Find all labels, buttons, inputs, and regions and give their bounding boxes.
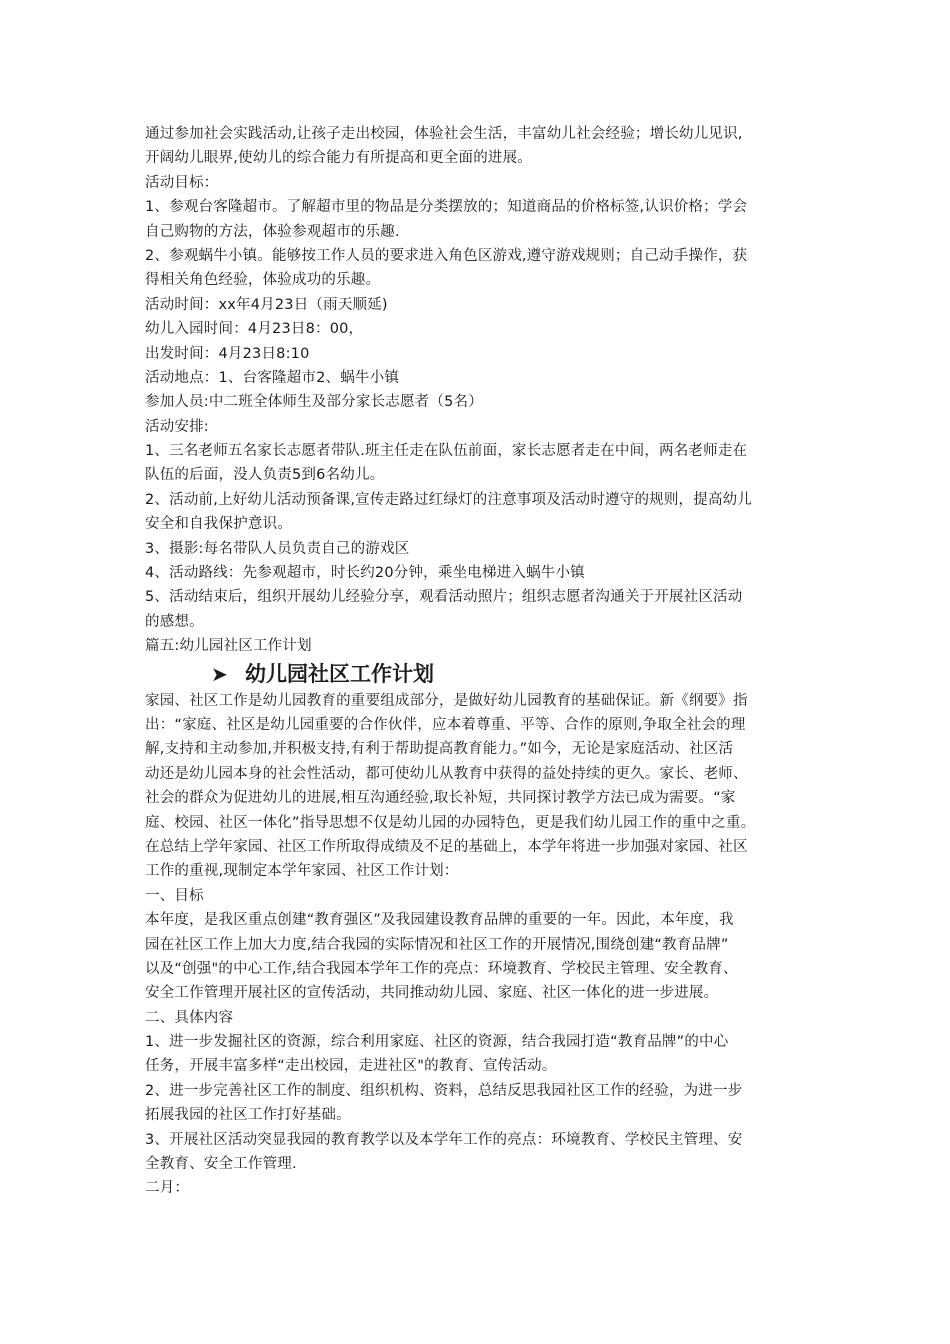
text-line: 5、活动结束后，组织开展幼儿经验分享，观看活动照片；组织志愿者沟通关于开展社区活动 — [145, 589, 743, 606]
text-line: 3、开展社区活动突显我园的教育教学以及本学年工作的亮点：环境教育、学校民主管理、安 — [145, 1131, 743, 1148]
text-line: 动还是幼儿园本身的社会性活动，都可使幼儿从教育中获得的益处持续的更久。家长、老师、 — [145, 765, 748, 782]
text-line: 1、三名老师五名家长志愿者带队.班主任走在队伍前面，家长志愿者走在中间，两名老师走在 — [145, 443, 748, 460]
text-line: 解,支持和主动参加,并积极支持,有利于帮助提高教育能力。”如今，无论是家庭活动、社区活 — [145, 741, 734, 758]
text-line: 4、活动路线：先参观超市，时长约20分钟，乘坐电梯进入蜗牛小镇 — [145, 565, 585, 582]
text-line: 活动目标： — [145, 174, 219, 191]
text-line: 任务，开展丰富多样“走出校园，走进社区"的教育、宣传活动。 — [145, 1058, 557, 1075]
text-line: 安全工作管理开展社区的宣传活动，共同推动幼儿园、家庭、社区一体化的进一步进展。 — [145, 985, 719, 1002]
text-line: 篇五:幼儿园社区工作计划 — [145, 638, 312, 655]
text-line: 出：“家庭、社区是幼儿园重要的合作伙伴，应本着尊重、平等、合作的原则,争取全社会的理 — [145, 716, 746, 733]
text-line: 社会的群众为促进幼儿的进展,相互沟通经验,取长补短，共同探讨教学方法已成为需要。“家 — [145, 790, 736, 807]
section-heading — [145, 659, 805, 689]
text-line: 参加人员:中二班全体师生及部分家长志愿者（5名） — [145, 394, 483, 411]
text-line: 工作的重视,现制定本学年家园、社区工作计划： — [145, 863, 459, 880]
text-line: 二、具体内容 — [145, 1009, 234, 1026]
text-line: 2、进一步完善社区工作的制度、组织机构、资料，总结反思我园社区工作的经验，为进一步 — [145, 1082, 743, 1099]
text-line: 一、目标 — [145, 887, 204, 904]
text-line: 全教育、安全工作管理. — [145, 1156, 297, 1173]
text-line: 队伍的后面，没人负责5到6名幼儿。 — [145, 467, 385, 484]
text-line: 开阔幼儿眼界,使幼儿的综合能力有所提高和更全面的进展。 — [145, 150, 533, 167]
text-line: 庭、校园、社区一体化”指导思想不仅是幼儿园的办园特色，更是我们幼儿园工作的重中之重。 — [145, 814, 756, 831]
document-body — [145, 122, 805, 1201]
text-line: 活动时间：xx年4月23日（雨天顺延) — [145, 296, 388, 313]
text-line: 在总结上学年家园、社区工作所取得成绩及不足的基础上，本学年将进一步加强对家园、社区 — [145, 838, 748, 855]
text-line: 得相关角色经验，体验成功的乐趣。 — [145, 272, 381, 289]
text-line: 拓展我园的社区工作打好基础。 — [145, 1107, 351, 1124]
text-line: 出发时间：4月23日8:10 — [145, 345, 310, 362]
text-line: 活动地点：1、台客隆超市2、蜗牛小镇 — [145, 369, 400, 386]
arrow-bullet-icon: ➤ — [211, 661, 228, 686]
text-block-activity-plan — [145, 122, 805, 659]
text-line: 3、摄影:每名带队人员负责自己的游戏区 — [145, 540, 410, 557]
section-heading-title: 幼儿园社区工作计划 — [245, 661, 434, 686]
text-line: 园在社区工作上加大力度,结合我园的实际情况和社区工作的开展情况,围绕创建“教育品牌” — [145, 936, 729, 953]
text-line: 通过参加社会实践活动,让孩子走出校园，体验社会生活，丰富幼儿社会经验；增长幼儿见识, — [145, 126, 743, 142]
text-line: 2、参观蜗牛小镇。能够按工作人员的要求进入角色区游戏,遵守游戏规则；自己动手操作，获 — [145, 247, 748, 264]
text-line: 活动安排: — [145, 418, 209, 435]
text-line: 安全和自我保护意识。 — [145, 516, 292, 533]
text-line: 本年度，是我区重点创建“教育强区”及我园建设教育品牌的重要的一年。因此，本年度，我 — [145, 912, 734, 929]
text-line: 家园、社区工作是幼儿园教育的重要组成部分，是做好幼儿园教育的基础保证。新《纲要》指 — [145, 692, 748, 709]
text-line: 以及“创强"的中心工作,结合我园本学年工作的亮点：环境教育、学校民主管理、安全教育、 — [145, 960, 738, 977]
text-block-work-plan — [145, 689, 805, 1201]
text-line: 的感想。 — [145, 613, 204, 630]
text-line: 幼儿入园时间：4月23日8：00， — [145, 321, 364, 338]
text-line: 1、参观台客隆超市。了解超市里的物品是分类摆放的；知道商品的价格标签,认识价格；学会 — [145, 199, 748, 216]
text-line: 自己购物的方法，体验参观超市的乐趣. — [145, 223, 400, 240]
text-line: 1、进一步发掘社区的资源，综合利用家庭、社区的资源，结合我园打造“教育品牌”的中心 — [145, 1034, 729, 1051]
text-line: 二月： — [145, 1180, 190, 1197]
text-line: 2、活动前,上好幼儿活动预备课,宣传走路过红绿灯的注意事项及活动时遵守的规则，提高幼儿 — [145, 491, 753, 508]
